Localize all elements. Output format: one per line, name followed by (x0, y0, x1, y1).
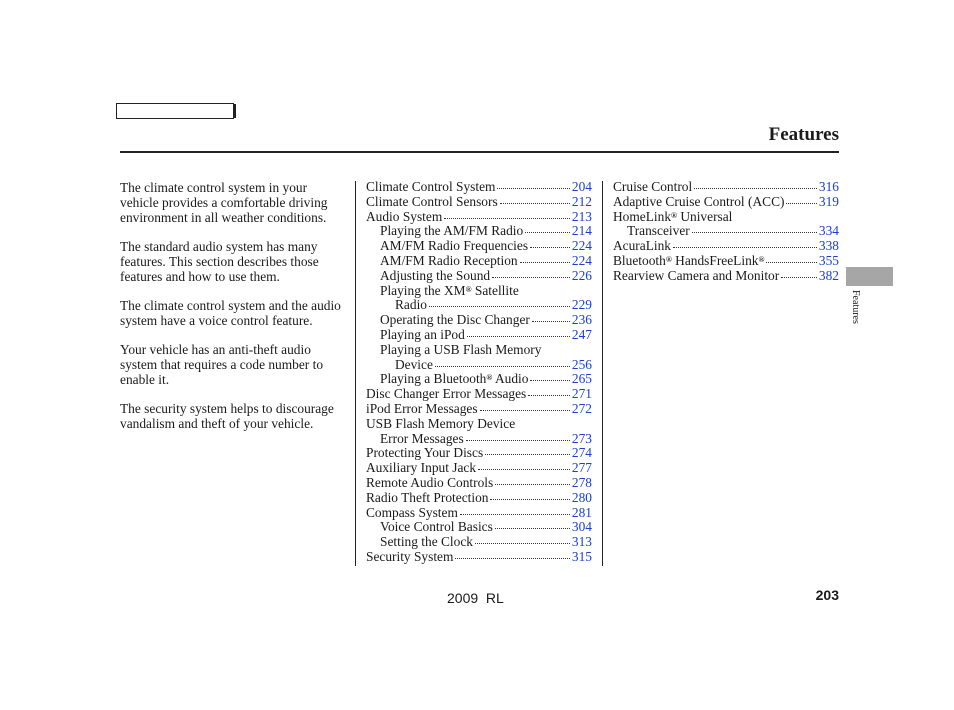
toc-entry-label: AM/FM Radio Reception (380, 252, 518, 268)
intro-paragraph: The climate control system in your vehicle provides a comfortable driving environment in all weather conditions. (120, 180, 328, 225)
toc-entry[interactable] (613, 195, 839, 210)
toc-entry-label: AM/FM Radio Frequencies (380, 238, 529, 254)
toc-leader-dots (528, 394, 570, 396)
toc-entry[interactable] (366, 535, 592, 550)
toc-page-link[interactable]: 280 (571, 489, 592, 505)
toc-leader-dots (455, 557, 570, 559)
toc-page-link[interactable]: 229 (571, 297, 592, 313)
toc-page-link[interactable]: 224 (571, 238, 592, 254)
toc-leader-dots (467, 335, 570, 337)
toc-entry[interactable] (366, 313, 592, 328)
toc-entry[interactable] (366, 180, 592, 195)
toc-page-link[interactable]: 204 (571, 179, 592, 194)
toc-entry[interactable] (613, 239, 839, 254)
toc-leader-dots (673, 246, 817, 248)
toc-entry[interactable] (366, 506, 592, 521)
toc-entry-label: Playing the XM® Satellite (380, 282, 519, 298)
column-divider-right (602, 181, 603, 566)
toc-entry-label: Remote Audio Controls (366, 474, 494, 490)
toc-entry-label: HomeLink® Universal (613, 208, 733, 224)
intro-paragraph: The security system helps to discourage vandalism and theft of your vehicle. (120, 401, 334, 431)
toc-entry[interactable] (366, 402, 592, 417)
toc-entry-label: Rearview Camera and Monitor (613, 267, 780, 283)
toc-entry-label: Compass System (366, 504, 458, 520)
toc-leader-dots (692, 231, 817, 233)
toc-entry-label: Voice Control Basics (380, 519, 493, 535)
toc-entry-label: Disc Changer Error Messages (366, 386, 527, 402)
toc-leader-dots (500, 202, 570, 204)
toc-page-link[interactable]: 334 (818, 223, 839, 239)
toc-entry-label: Operating the Disc Changer (380, 312, 530, 328)
toc-page-link[interactable]: 274 (571, 445, 592, 461)
toc-page-link[interactable]: 247 (571, 326, 592, 342)
toc-page-link[interactable]: 355 (818, 252, 839, 268)
toc-leader-dots (480, 409, 570, 411)
toc-leader-dots (495, 483, 570, 485)
toc-leader-dots (520, 261, 570, 263)
toc-entry-label: Protecting Your Discs (366, 445, 484, 461)
header-tab-box (116, 103, 234, 119)
toc-page-link[interactable]: 278 (571, 474, 592, 490)
toc-leader-dots (490, 498, 569, 500)
toc-page-link[interactable]: 313 (571, 534, 592, 550)
side-tab-label: Features (850, 290, 861, 324)
toc-entry-label: Radio (395, 297, 427, 313)
toc-entry-label: Error Messages (380, 430, 464, 446)
toc-entry[interactable] (366, 550, 592, 565)
toc-page-link[interactable]: 382 (818, 267, 839, 283)
toc-column-1 (366, 180, 592, 565)
toc-column-2 (613, 180, 839, 284)
toc-entry[interactable] (613, 269, 839, 284)
toc-entry-label: Adaptive Cruise Control (ACC) (613, 193, 785, 209)
toc-leader-dots (497, 187, 569, 189)
toc-entry[interactable] (366, 254, 592, 269)
toc-entry (366, 417, 592, 432)
toc-entry-label: Auxiliary Input Jack (366, 460, 477, 476)
toc-entry-label: Cruise Control (613, 179, 693, 194)
toc-entry[interactable] (366, 269, 592, 284)
toc-entry-label: Security System (366, 548, 454, 564)
intro-text (120, 180, 345, 445)
toc-entry[interactable] (366, 461, 592, 476)
toc-entry (366, 343, 592, 358)
toc-page-link[interactable]: 281 (571, 504, 592, 520)
toc-entry[interactable] (366, 432, 592, 447)
toc-leader-dots (478, 468, 570, 470)
footer-model: 2009 RL (447, 590, 504, 606)
toc-entry[interactable] (366, 224, 592, 239)
toc-entry[interactable] (613, 254, 839, 269)
toc-entry[interactable] (613, 180, 839, 195)
toc-leader-dots (485, 453, 570, 455)
toc-leader-dots (460, 513, 570, 515)
toc-page-link[interactable]: 273 (571, 430, 592, 446)
toc-page-link[interactable]: 304 (571, 519, 592, 535)
toc-entry-label: Device (395, 356, 433, 372)
toc-entry-label: Setting the Clock (380, 534, 473, 550)
toc-entry[interactable] (366, 491, 592, 506)
title-divider (120, 151, 839, 153)
toc-entry[interactable] (366, 239, 592, 254)
toc-leader-dots (530, 379, 569, 381)
toc-leader-dots (429, 305, 570, 307)
toc-entry[interactable] (366, 210, 592, 225)
intro-paragraph: The climate control system and the audio system have a voice control feature. (120, 298, 341, 328)
toc-entry[interactable] (613, 224, 839, 239)
toc-page-link[interactable]: 315 (571, 548, 592, 564)
toc-entry[interactable] (366, 372, 592, 387)
toc-leader-dots (781, 276, 817, 278)
toc-leader-dots (532, 320, 570, 322)
toc-entry-label: Adjusting the Sound (380, 267, 491, 283)
toc-entry[interactable] (366, 298, 592, 313)
toc-page-link[interactable]: 236 (571, 312, 592, 328)
toc-entry-label: Radio Theft Protection (366, 489, 489, 505)
toc-page-link[interactable]: 277 (571, 460, 592, 476)
toc-entry-label: Playing a Bluetooth® Audio (380, 371, 529, 387)
toc-entry (613, 210, 839, 225)
intro-paragraph: The standard audio system has many features. This section describes those features and how to use them. (120, 239, 319, 284)
toc-leader-dots (492, 276, 570, 278)
page-number: 203 (815, 587, 839, 603)
toc-page-link[interactable]: 319 (818, 193, 839, 209)
toc-leader-dots (435, 365, 570, 367)
toc-leader-dots (466, 439, 570, 441)
toc-entry-label: Playing the AM/FM Radio (380, 223, 524, 239)
toc-entry-label: Climate Control System (366, 179, 496, 194)
toc-page-link[interactable]: 213 (571, 208, 592, 224)
toc-page-link[interactable]: 271 (571, 386, 592, 402)
toc-entry[interactable] (366, 520, 592, 535)
toc-entry[interactable] (366, 328, 592, 343)
toc-leader-dots (475, 542, 570, 544)
toc-page-link[interactable]: 256 (571, 356, 592, 372)
toc-entry[interactable] (366, 476, 592, 491)
toc-leader-dots (444, 217, 570, 219)
toc-entry[interactable] (366, 387, 592, 402)
toc-leader-dots (525, 231, 570, 233)
toc-entry-label: Transceiver (627, 223, 690, 239)
toc-page-link[interactable]: 265 (571, 371, 592, 387)
toc-page-link[interactable]: 224 (571, 252, 592, 268)
toc-leader-dots (766, 261, 816, 263)
toc-entry-label: USB Flash Memory Device (366, 415, 516, 431)
intro-paragraph: Your vehicle has an anti-theft audio system that requires a code number to enable it. (120, 342, 324, 387)
toc-page-link[interactable]: 338 (818, 238, 839, 254)
toc-entry-label: AcuraLink (613, 238, 672, 254)
section-side-tab[interactable] (846, 267, 893, 286)
toc-leader-dots (530, 246, 570, 248)
toc-leader-dots (495, 527, 570, 529)
toc-entry (366, 284, 592, 299)
toc-entry-label: Playing an iPod (380, 326, 465, 342)
toc-leader-dots (786, 202, 816, 204)
toc-page-link[interactable]: 316 (818, 179, 839, 194)
column-divider-left (355, 181, 356, 566)
toc-page-link[interactable]: 214 (571, 223, 592, 239)
toc-entry-label: Bluetooth® HandsFreeLink® (613, 252, 765, 268)
toc-entry-label: iPod Error Messages (366, 400, 478, 416)
toc-entry[interactable] (366, 358, 592, 373)
toc-page-link[interactable]: 226 (571, 267, 592, 283)
toc-leader-dots (694, 187, 817, 189)
toc-entry[interactable] (366, 446, 592, 461)
toc-entry[interactable] (366, 195, 592, 210)
toc-entry-label: Climate Control Sensors (366, 193, 498, 209)
page-title: Features (768, 124, 839, 145)
toc-page-link[interactable]: 272 (571, 400, 592, 416)
toc-entry-label: Playing a USB Flash Memory (380, 341, 542, 357)
toc-entry-label: Audio System (366, 208, 443, 224)
toc-page-link[interactable]: 212 (571, 193, 592, 209)
